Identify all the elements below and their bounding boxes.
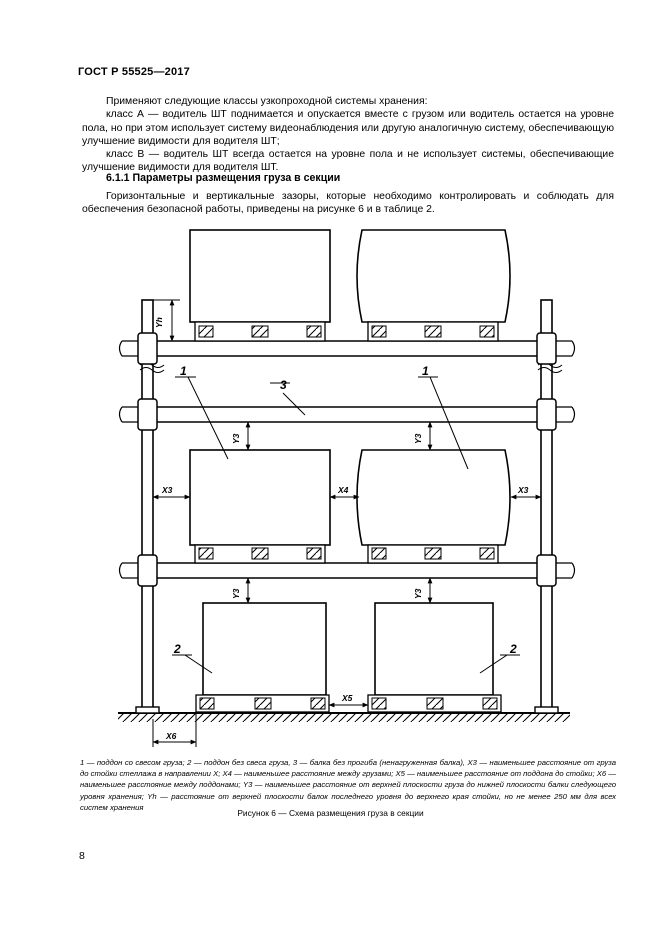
clearance-paragraph: Горизонтальные и вертикальные зазоры, которые необходимо контролировать и соблюдать для обеспечения безопасной работы, приведены на рисунке 6 и в таблице 2. (82, 191, 614, 216)
document-header: ГОСТ Р 55525—2017 (78, 66, 190, 78)
label-1-left: 1 (180, 364, 187, 378)
label-y3-mid-right: Y3 (413, 433, 423, 444)
label-x6: X6 (166, 731, 177, 741)
label-x3-right: X3 (518, 485, 529, 495)
page-number: 8 (79, 850, 85, 862)
figure-caption: Рисунок 6 — Схема размещения груза в секции (237, 808, 424, 818)
label-x4: X4 (338, 485, 349, 495)
figure-legend: 1 — поддон со свесом груза; 2 — поддон без свеса груза, 3 — балка без прогиба (ненагруженная балка), X3 — наименьшее расстояние от груза до стойки стеллажа в направлении X; X4 — наименьшее расстояние между грузами; X5 — наименьшее расстояние от поддона до стойки; X6 — наименьшее расстояние между поддонами; Y3 — наименьшее расстояние от верхней плоскости груза до нижней плоскости балки следующего уровня хранения; Yh — расстояние от верхней плоскости балок последнего уровня до верхнего края стойки, но не менее 250 мм для всех систем хранения (80, 758, 616, 812)
beam-level-lower (120, 555, 575, 586)
floor-pallet-right (368, 603, 501, 712)
beam-level-middle (120, 399, 575, 430)
floor-pallet-left (196, 603, 329, 712)
top-left-load (190, 230, 330, 341)
classes-intro: Применяют следующие классы узкопроходной системы хранения: (106, 96, 428, 107)
label-y3-mid-left: Y3 (231, 433, 241, 444)
classes-paragraph (82, 95, 614, 175)
pallet-with-bulging-load (357, 450, 510, 563)
class-b-text: класс В — водитель ШТ всегда остается на уровне пола и не использует системы, обеспечивающие улучшение видимости для водителя ШТ. (82, 149, 614, 174)
label-yh: Yh (154, 317, 164, 328)
label-2-left: 2 (174, 642, 181, 656)
floor (118, 713, 570, 722)
label-x5: X5 (342, 693, 353, 703)
beam-level-top (120, 333, 575, 364)
top-right-load (357, 230, 510, 341)
class-a-text: класс А — водитель ШТ поднимается и опускается вместе с грузом или водитель остается на уровне пола, но при этом использует систему видеонаблюдения или другую аналогичную систему, обеспечивающую улучшение видимости для водителя ШТ; (82, 109, 614, 147)
label-2-right: 2 (510, 642, 517, 656)
label-y3-low-right: Y3 (413, 588, 423, 599)
label-3: 3 (280, 378, 287, 392)
label-x3-left: X3 (162, 485, 173, 495)
rack-diagram (100, 225, 580, 755)
section-heading: 6.1.1 Параметры размещения груза в секции (106, 172, 341, 184)
pallet-with-overhang (190, 450, 330, 563)
label-y3-low-left: Y3 (231, 588, 241, 599)
label-1-right: 1 (422, 364, 429, 378)
